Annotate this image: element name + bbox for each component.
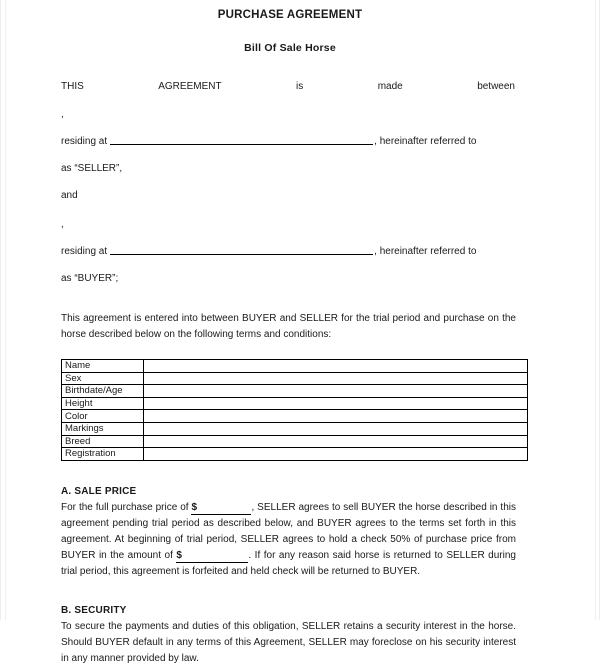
- buyer-name-blank-comma: ,: [61, 219, 64, 230]
- table-row: [62, 397, 528, 410]
- row-label-markings: Markings: [62, 422, 144, 435]
- intro-paragraph: This agreement is entered into between BUYER and SELLER for the trial period and purchase on the horse described below on the following terms and conditions:: [61, 313, 516, 340]
- horse-description-table: [61, 359, 528, 461]
- table-row: [62, 360, 528, 373]
- preamble-word-this: THIS: [61, 81, 84, 92]
- table-row: [62, 422, 528, 435]
- row-label-birthdate-age: Birthdate/Age: [62, 385, 144, 398]
- buyer-residence-line: [61, 244, 519, 258]
- row-label-breed: Breed: [62, 435, 144, 448]
- deposit-check-amount-blank[interactable]: $: [176, 550, 248, 563]
- row-value-breed[interactable]: [144, 435, 528, 448]
- row-value-registration[interactable]: [144, 448, 528, 461]
- row-label-name: Name: [62, 360, 144, 373]
- section-heading-sale-price: A. SALE PRICE: [61, 485, 137, 497]
- page-edge-left: [5, 0, 6, 620]
- preamble-word-made: made: [377, 81, 403, 92]
- preamble-line: [61, 81, 519, 92]
- seller-alias-line: as “SELLER”,: [61, 163, 123, 174]
- preamble-word-agreement: AGREEMENT: [158, 81, 222, 92]
- seller-residence-line: [61, 134, 519, 148]
- seller-hereinafter-text: , hereinafter referred to: [374, 136, 477, 147]
- row-label-color: Color: [62, 410, 144, 423]
- document-content: [61, 0, 519, 667]
- section-sale-price: [61, 486, 519, 580]
- sale-price-text-2: , SELLER agrees to sell BUYER the horse described in this agreement pending trial period as described below, and BUYER agrees to the terms set forth in this agreement. At beginning of trial period, SELLER agrees to hold a check 50% of purchase price from BUYER in the amount of: [61, 501, 516, 561]
- table-row: [62, 385, 528, 398]
- section-body-security: To secure the payments and duties of this obligation, SELLER retains a security interest in the horse. Should BUYER default in any terms of this Agreement, SELLER may foreclose on his security interest in any manner provided by law.: [61, 620, 516, 664]
- table-row: [62, 410, 528, 423]
- buyer-hereinafter-text: , hereinafter referred to: [374, 246, 477, 257]
- section-body-sale-price: [61, 500, 516, 580]
- preamble-word-is: is: [296, 81, 304, 92]
- row-value-name[interactable]: [144, 360, 528, 373]
- sale-price-text-1: For the full purchase price of: [61, 501, 192, 513]
- row-label-sex: Sex: [62, 372, 144, 385]
- row-value-birthdate-age[interactable]: [144, 385, 528, 398]
- row-label-registration: Registration: [62, 448, 144, 461]
- section-heading-security: B. SECURITY: [61, 604, 127, 616]
- row-value-color[interactable]: [144, 410, 528, 423]
- row-value-sex[interactable]: [144, 372, 528, 385]
- section-security: [61, 605, 519, 667]
- horse-table-body: [62, 360, 528, 461]
- page-edge-right: [595, 0, 596, 620]
- buyer-alias-line: as “BUYER”;: [61, 273, 119, 284]
- buyer-address-blank[interactable]: [110, 244, 373, 255]
- page-title: PURCHASE AGREEMENT: [217, 9, 363, 21]
- seller-name-blank-comma: ,: [61, 109, 64, 120]
- buyer-residing-label: residing at: [61, 246, 108, 257]
- table-row: [62, 372, 528, 385]
- preamble-word-between: between: [477, 81, 515, 92]
- seller-residing-label: residing at: [61, 136, 108, 147]
- page-subtitle: Bill Of Sale Horse: [244, 42, 336, 54]
- sale-price-amount-blank[interactable]: $: [191, 502, 251, 515]
- parties-conjunction: and: [61, 190, 78, 201]
- row-value-height[interactable]: [144, 397, 528, 410]
- row-label-height: Height: [62, 397, 144, 410]
- table-row: [62, 435, 528, 448]
- seller-address-blank[interactable]: [110, 134, 373, 145]
- sale-price-text-3: . If for any reason said horse is returned to SELLER during trial period, this agreement is forfeited and held check will be returned to BUYER.: [61, 549, 516, 577]
- table-row: [62, 448, 528, 461]
- row-value-markings[interactable]: [144, 422, 528, 435]
